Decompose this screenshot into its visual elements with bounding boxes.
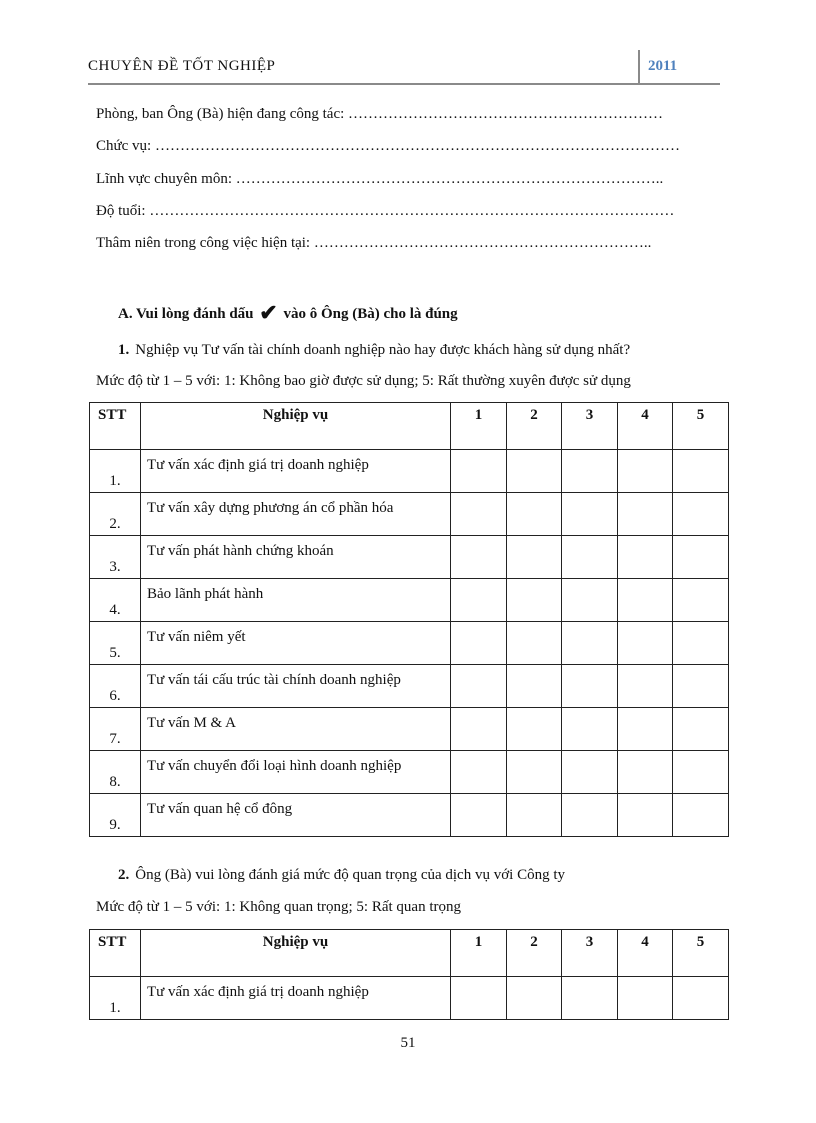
rating-cell-1[interactable]	[451, 622, 507, 665]
rating-table-1	[89, 402, 729, 837]
rating-cell-4[interactable]	[618, 751, 673, 794]
rating-cell-1[interactable]	[451, 665, 507, 708]
rating-table-2	[89, 929, 729, 1020]
service-name: Bảo lãnh phát hành	[141, 579, 451, 622]
service-name: Tư vấn niêm yết	[141, 622, 451, 665]
rating-cell-4[interactable]	[618, 977, 673, 1020]
section-a-suffix: vào ô Ông (Bà) cho là đúng	[283, 306, 458, 322]
service-name: Tư vấn M & A	[141, 708, 451, 751]
rating-cell-4[interactable]	[618, 536, 673, 579]
rating-cell-3[interactable]	[562, 622, 618, 665]
row-number: 9.	[90, 794, 141, 837]
rating-cell-2[interactable]	[507, 493, 562, 536]
page-number: 51	[400, 1035, 416, 1051]
rating-cell-3[interactable]	[562, 794, 618, 837]
table-header-row	[90, 930, 729, 977]
rating-cell-1[interactable]	[451, 794, 507, 837]
rating-cell-1[interactable]	[451, 751, 507, 794]
rating-cell-3[interactable]	[562, 665, 618, 708]
rating-cell-4[interactable]	[618, 622, 673, 665]
check-mark-icon: ✔	[259, 300, 278, 325]
table-row	[90, 493, 729, 536]
question-2-scale: Mức độ từ 1 – 5 với: 1: Không quan trọng; 5: Rất quan trọng	[96, 899, 461, 915]
col-header-service: Nghiệp vụ	[141, 930, 451, 977]
header-year: 2011	[648, 58, 678, 74]
row-number: 3.	[90, 536, 141, 579]
rating-cell-5[interactable]	[673, 708, 729, 751]
table-header-row	[90, 403, 729, 450]
col-header-stt: STT	[90, 930, 141, 977]
rating-cell-5[interactable]	[673, 579, 729, 622]
rating-cell-3[interactable]	[562, 536, 618, 579]
col-header-service: Nghiệp vụ	[141, 403, 451, 450]
table-row	[90, 977, 729, 1020]
rating-cell-1[interactable]	[451, 977, 507, 1020]
rating-cell-5[interactable]	[673, 450, 729, 493]
table-row	[90, 536, 729, 579]
rating-cell-2[interactable]	[507, 794, 562, 837]
section-a-heading	[118, 300, 458, 326]
rating-cell-2[interactable]	[507, 450, 562, 493]
rating-cell-2[interactable]	[507, 751, 562, 794]
rating-cell-3[interactable]	[562, 751, 618, 794]
field-age: Độ tuổi: ……………………………………………………………………………………………	[96, 203, 675, 219]
rating-cell-4[interactable]	[618, 450, 673, 493]
service-name: Tư vấn tái cấu trúc tài chính doanh nghiệp	[141, 665, 451, 708]
col-header-4: 4	[618, 403, 673, 450]
row-number: 5.	[90, 622, 141, 665]
rating-cell-3[interactable]	[562, 450, 618, 493]
table-row	[90, 450, 729, 493]
rating-cell-2[interactable]	[507, 977, 562, 1020]
rating-cell-5[interactable]	[673, 665, 729, 708]
header-rule	[88, 83, 720, 85]
rating-cell-3[interactable]	[562, 977, 618, 1020]
rating-cell-4[interactable]	[618, 708, 673, 751]
col-header-5: 5	[673, 403, 729, 450]
table-row	[90, 665, 729, 708]
col-header-4: 4	[618, 930, 673, 977]
rating-cell-5[interactable]	[673, 493, 729, 536]
service-name: Tư vấn xác định giá trị doanh nghiệp	[141, 977, 451, 1020]
field-position: Chức vụ: ……………………………………………………………………………………………	[96, 138, 680, 154]
question-1-text: Nghiệp vụ Tư vấn tài chính doanh nghiệp nào hay được khách hàng sử dụng nhất?	[135, 342, 631, 358]
rating-cell-4[interactable]	[618, 794, 673, 837]
question-1	[118, 342, 630, 359]
field-seniority: Thâm niên trong công việc hiện tại: …………………………………………………………..	[96, 235, 652, 251]
service-name: Tư vấn xác định giá trị doanh nghiệp	[141, 450, 451, 493]
table-row	[90, 708, 729, 751]
rating-cell-4[interactable]	[618, 579, 673, 622]
rating-cell-1[interactable]	[451, 536, 507, 579]
table-row	[90, 794, 729, 837]
rating-cell-2[interactable]	[507, 579, 562, 622]
row-number: 4.	[90, 579, 141, 622]
rating-cell-2[interactable]	[507, 665, 562, 708]
table-row	[90, 579, 729, 622]
service-name: Tư vấn xây dựng phương án cổ phần hóa	[141, 493, 451, 536]
field-specialty: Lĩnh vực chuyên môn: …………………………………………………………………………..	[96, 171, 664, 187]
header-title: CHUYÊN ĐỀ TỐT NGHIỆP	[88, 58, 276, 74]
rating-cell-2[interactable]	[507, 536, 562, 579]
rating-cell-5[interactable]	[673, 751, 729, 794]
rating-cell-5[interactable]	[673, 977, 729, 1020]
col-header-3: 3	[562, 930, 618, 977]
rating-cell-1[interactable]	[451, 493, 507, 536]
question-1-scale: Mức độ từ 1 – 5 với: 1: Không bao giờ được sử dụng; 5: Rất thường xuyên được sử dụng	[96, 373, 631, 389]
rating-cell-3[interactable]	[562, 493, 618, 536]
rating-cell-1[interactable]	[451, 579, 507, 622]
col-header-5: 5	[673, 930, 729, 977]
service-name: Tư vấn phát hành chứng khoán	[141, 536, 451, 579]
col-header-3: 3	[562, 403, 618, 450]
row-number: 1.	[90, 977, 141, 1020]
col-header-stt: STT	[90, 403, 141, 450]
row-number: 7.	[90, 708, 141, 751]
table-row	[90, 751, 729, 794]
rating-cell-5[interactable]	[673, 794, 729, 837]
row-number: 1.	[90, 450, 141, 493]
service-name: Tư vấn chuyển đổi loại hình doanh nghiệp	[141, 751, 451, 794]
rating-cell-1[interactable]	[451, 450, 507, 493]
question-2-text: Ông (Bà) vui lòng đánh giá mức độ quan trọng của dịch vụ với Công ty	[135, 867, 565, 883]
col-header-2: 2	[507, 403, 562, 450]
rating-cell-2[interactable]	[507, 622, 562, 665]
table-row	[90, 622, 729, 665]
row-number: 2.	[90, 493, 141, 536]
col-header-2: 2	[507, 930, 562, 977]
row-number: 6.	[90, 665, 141, 708]
rating-cell-3[interactable]	[562, 708, 618, 751]
question-2	[118, 867, 565, 884]
rating-cell-5[interactable]	[673, 622, 729, 665]
rating-cell-3[interactable]	[562, 579, 618, 622]
question-1-number: 1.	[118, 342, 130, 358]
row-number: 8.	[90, 751, 141, 794]
question-2-number: 2.	[118, 867, 130, 883]
rating-cell-4[interactable]	[618, 493, 673, 536]
col-header-1: 1	[451, 930, 507, 977]
rating-cell-5[interactable]	[673, 536, 729, 579]
section-a-prefix: A. Vui lòng đánh dấu	[118, 306, 254, 322]
field-department: Phòng, ban Ông (Bà) hiện đang công tác: ………………………………………………………	[96, 106, 664, 122]
rating-cell-1[interactable]	[451, 708, 507, 751]
rating-cell-2[interactable]	[507, 708, 562, 751]
page-header	[88, 52, 720, 82]
col-header-1: 1	[451, 403, 507, 450]
service-name: Tư vấn quan hệ cổ đông	[141, 794, 451, 837]
header-divider	[638, 50, 640, 84]
rating-cell-4[interactable]	[618, 665, 673, 708]
